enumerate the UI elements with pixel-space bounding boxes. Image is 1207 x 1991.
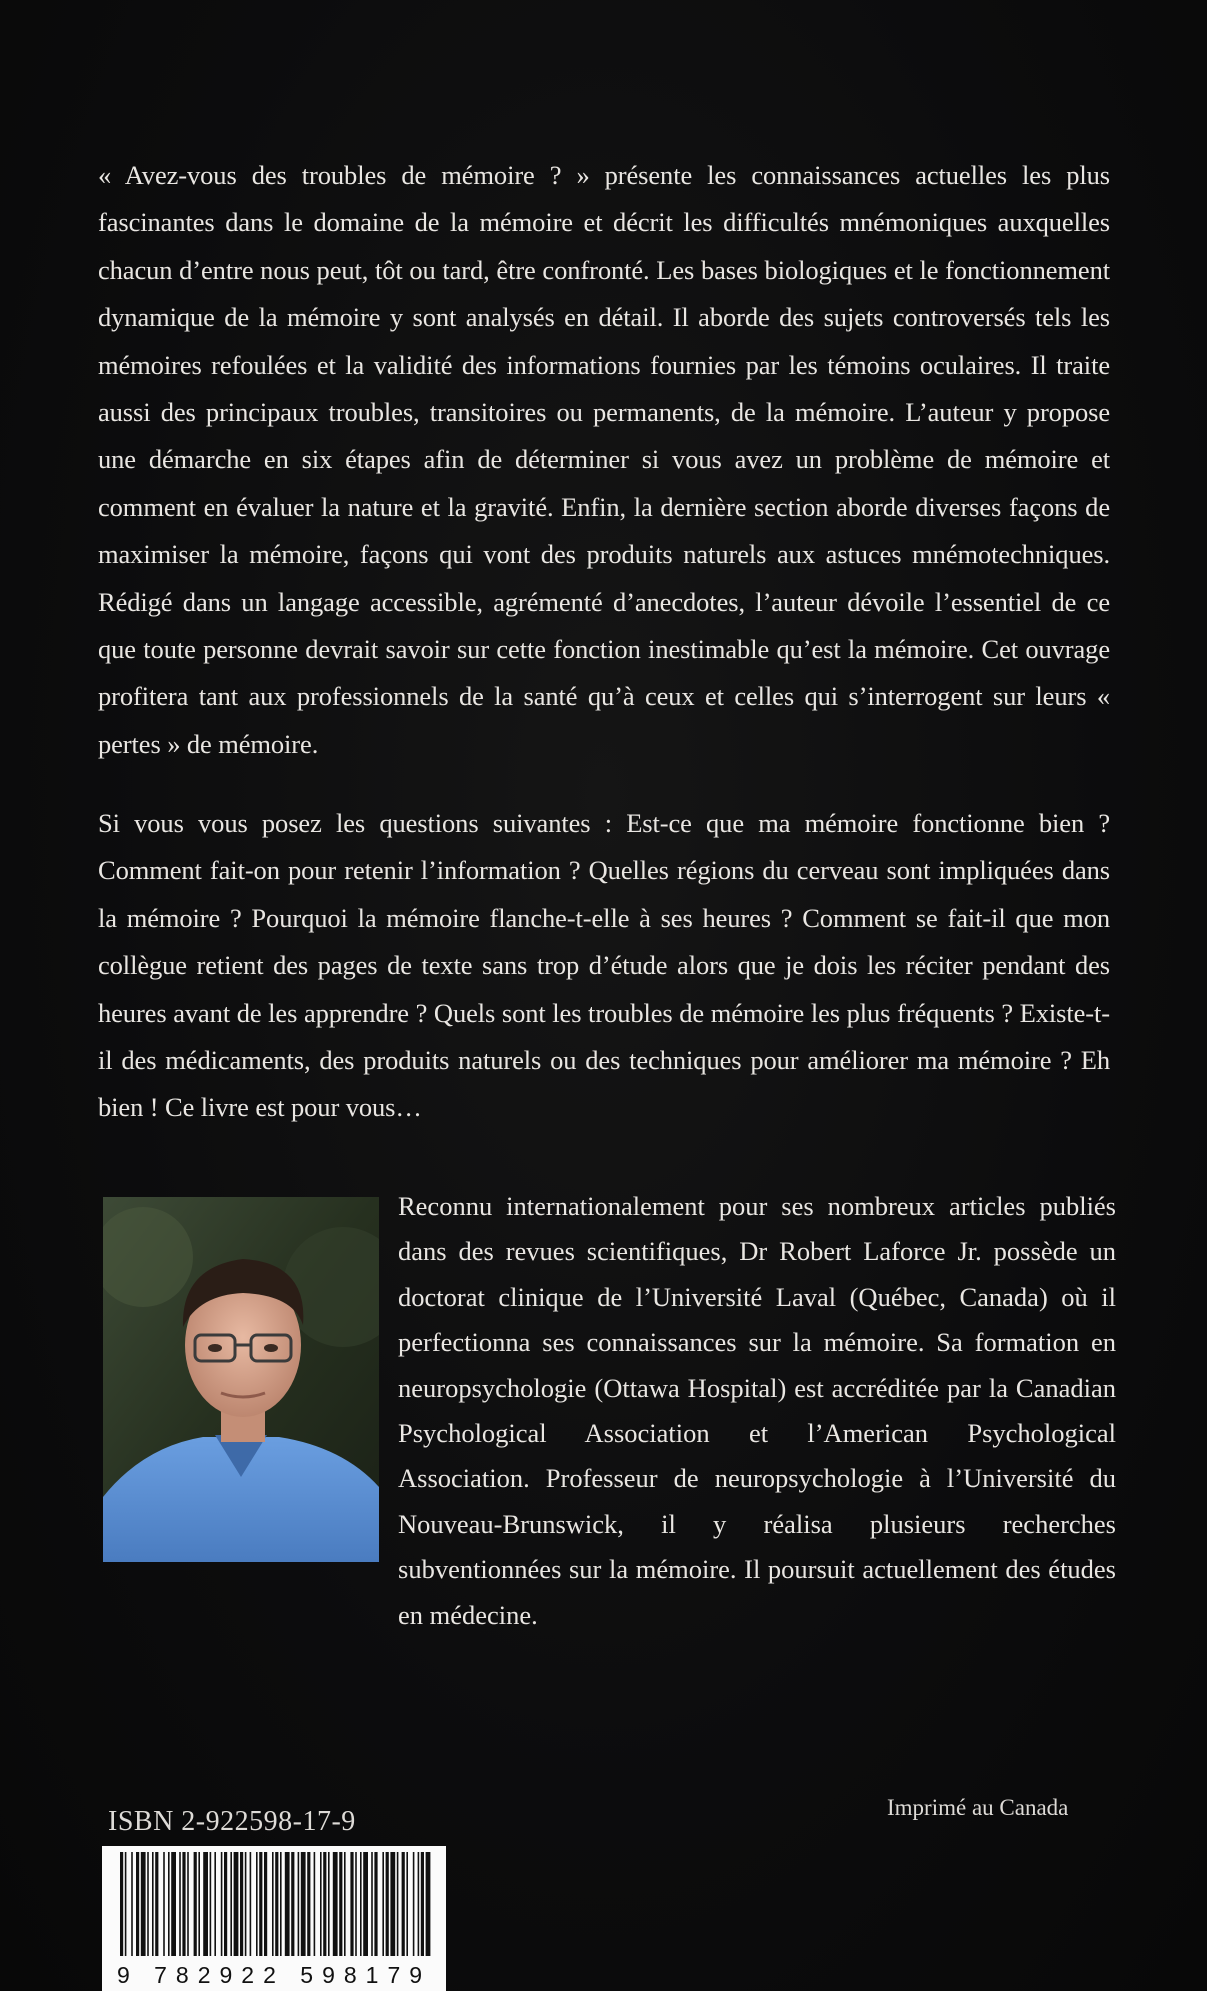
isbn-label: ISBN 2-922598-17-9: [108, 1806, 356, 1837]
barcode-bars: [102, 1846, 446, 1956]
barcode-digits: 9 782922 598179: [116, 1962, 432, 1988]
barcode: [102, 1846, 446, 1991]
author-photo: [103, 1197, 379, 1562]
questions-paragraph: Si vous vous posez les questions suivantes : Est-ce que ma mémoire fonctionne bien ? Comment fait-on pour retenir l’information ? Quelles régions du cerveau sont impliquées dans la mémoire ? Pourquoi la mémoire flanche-t-elle à ses heures ? Comment se fait-il que mon collègue retient des pages de texte sans trop d’étude alors que je dois les réciter pendant des heures avant de les apprendre ? Quels sont les troubles de mémoire les plus fréquents ? Existe-t-il des médicaments, des produits naturels ou des techniques pour améliorer ma mémoire ? Eh bien ! Ce livre est pour vous…: [98, 808, 1110, 1123]
author-bio: Reconnu internationalement pour ses nombreux articles publiés dans des revues scientifiques, Dr Robert Laforce Jr. possède un doctorat clinique de l’Université Laval (Québec, Canada) où il perfectionna ses connaissances sur la mémoire. Sa formation en neuropsychologie (Ottawa Hospital) est accréditée par la Canadian Psychological Association et l’American Psychological Association. Professeur de neuropsychologie à l’Université du Nouveau-Brunswick, il y réalisa plusieurs recherches subventionnées sur la mémoire. Il poursuit actuellement des études en médecine.: [398, 1191, 1116, 1630]
description-paragraph: « Avez-vous des troubles de mémoire ? » présente les connaissances actuelles les plus fascinantes dans le domaine de la mémoire et décrit les difficultés mnémoniques auxquelles chacun d’entre nous peut, tôt ou tard, être confronté. Les bases biologiques et le fonctionnement dynamique de la mémoire y sont analysés en détail. Il aborde des sujets controversés tels les mémoires refoulées et la validité des informations fournies par les témoins oculaires. Il traite aussi des principaux troubles, transitoires ou permanents, de la mémoire. L’auteur y propose une démarche en six étapes afin de déterminer si vous avez un problème de mémoire et comment en évaluer la nature et la gravité. Enfin, la dernière section aborde diverses façons de maximiser la mémoire, façons qui vont des produits naturels aux astuces mnémotechniques. Rédigé dans un langage accessible, agrémenté d’anecdotes, l’auteur dévoile l’essentiel de ce que toute personne devrait savoir sur cette fonction inestimable qu’est la mémoire. Cet ouvrage profitera tant aux professionnels de la santé qu’à ceux et celles qui s’interrogent sur leurs « pertes » de mémoire.: [98, 160, 1110, 759]
printed-in-label: Imprimé au Canada: [887, 1795, 1069, 1820]
